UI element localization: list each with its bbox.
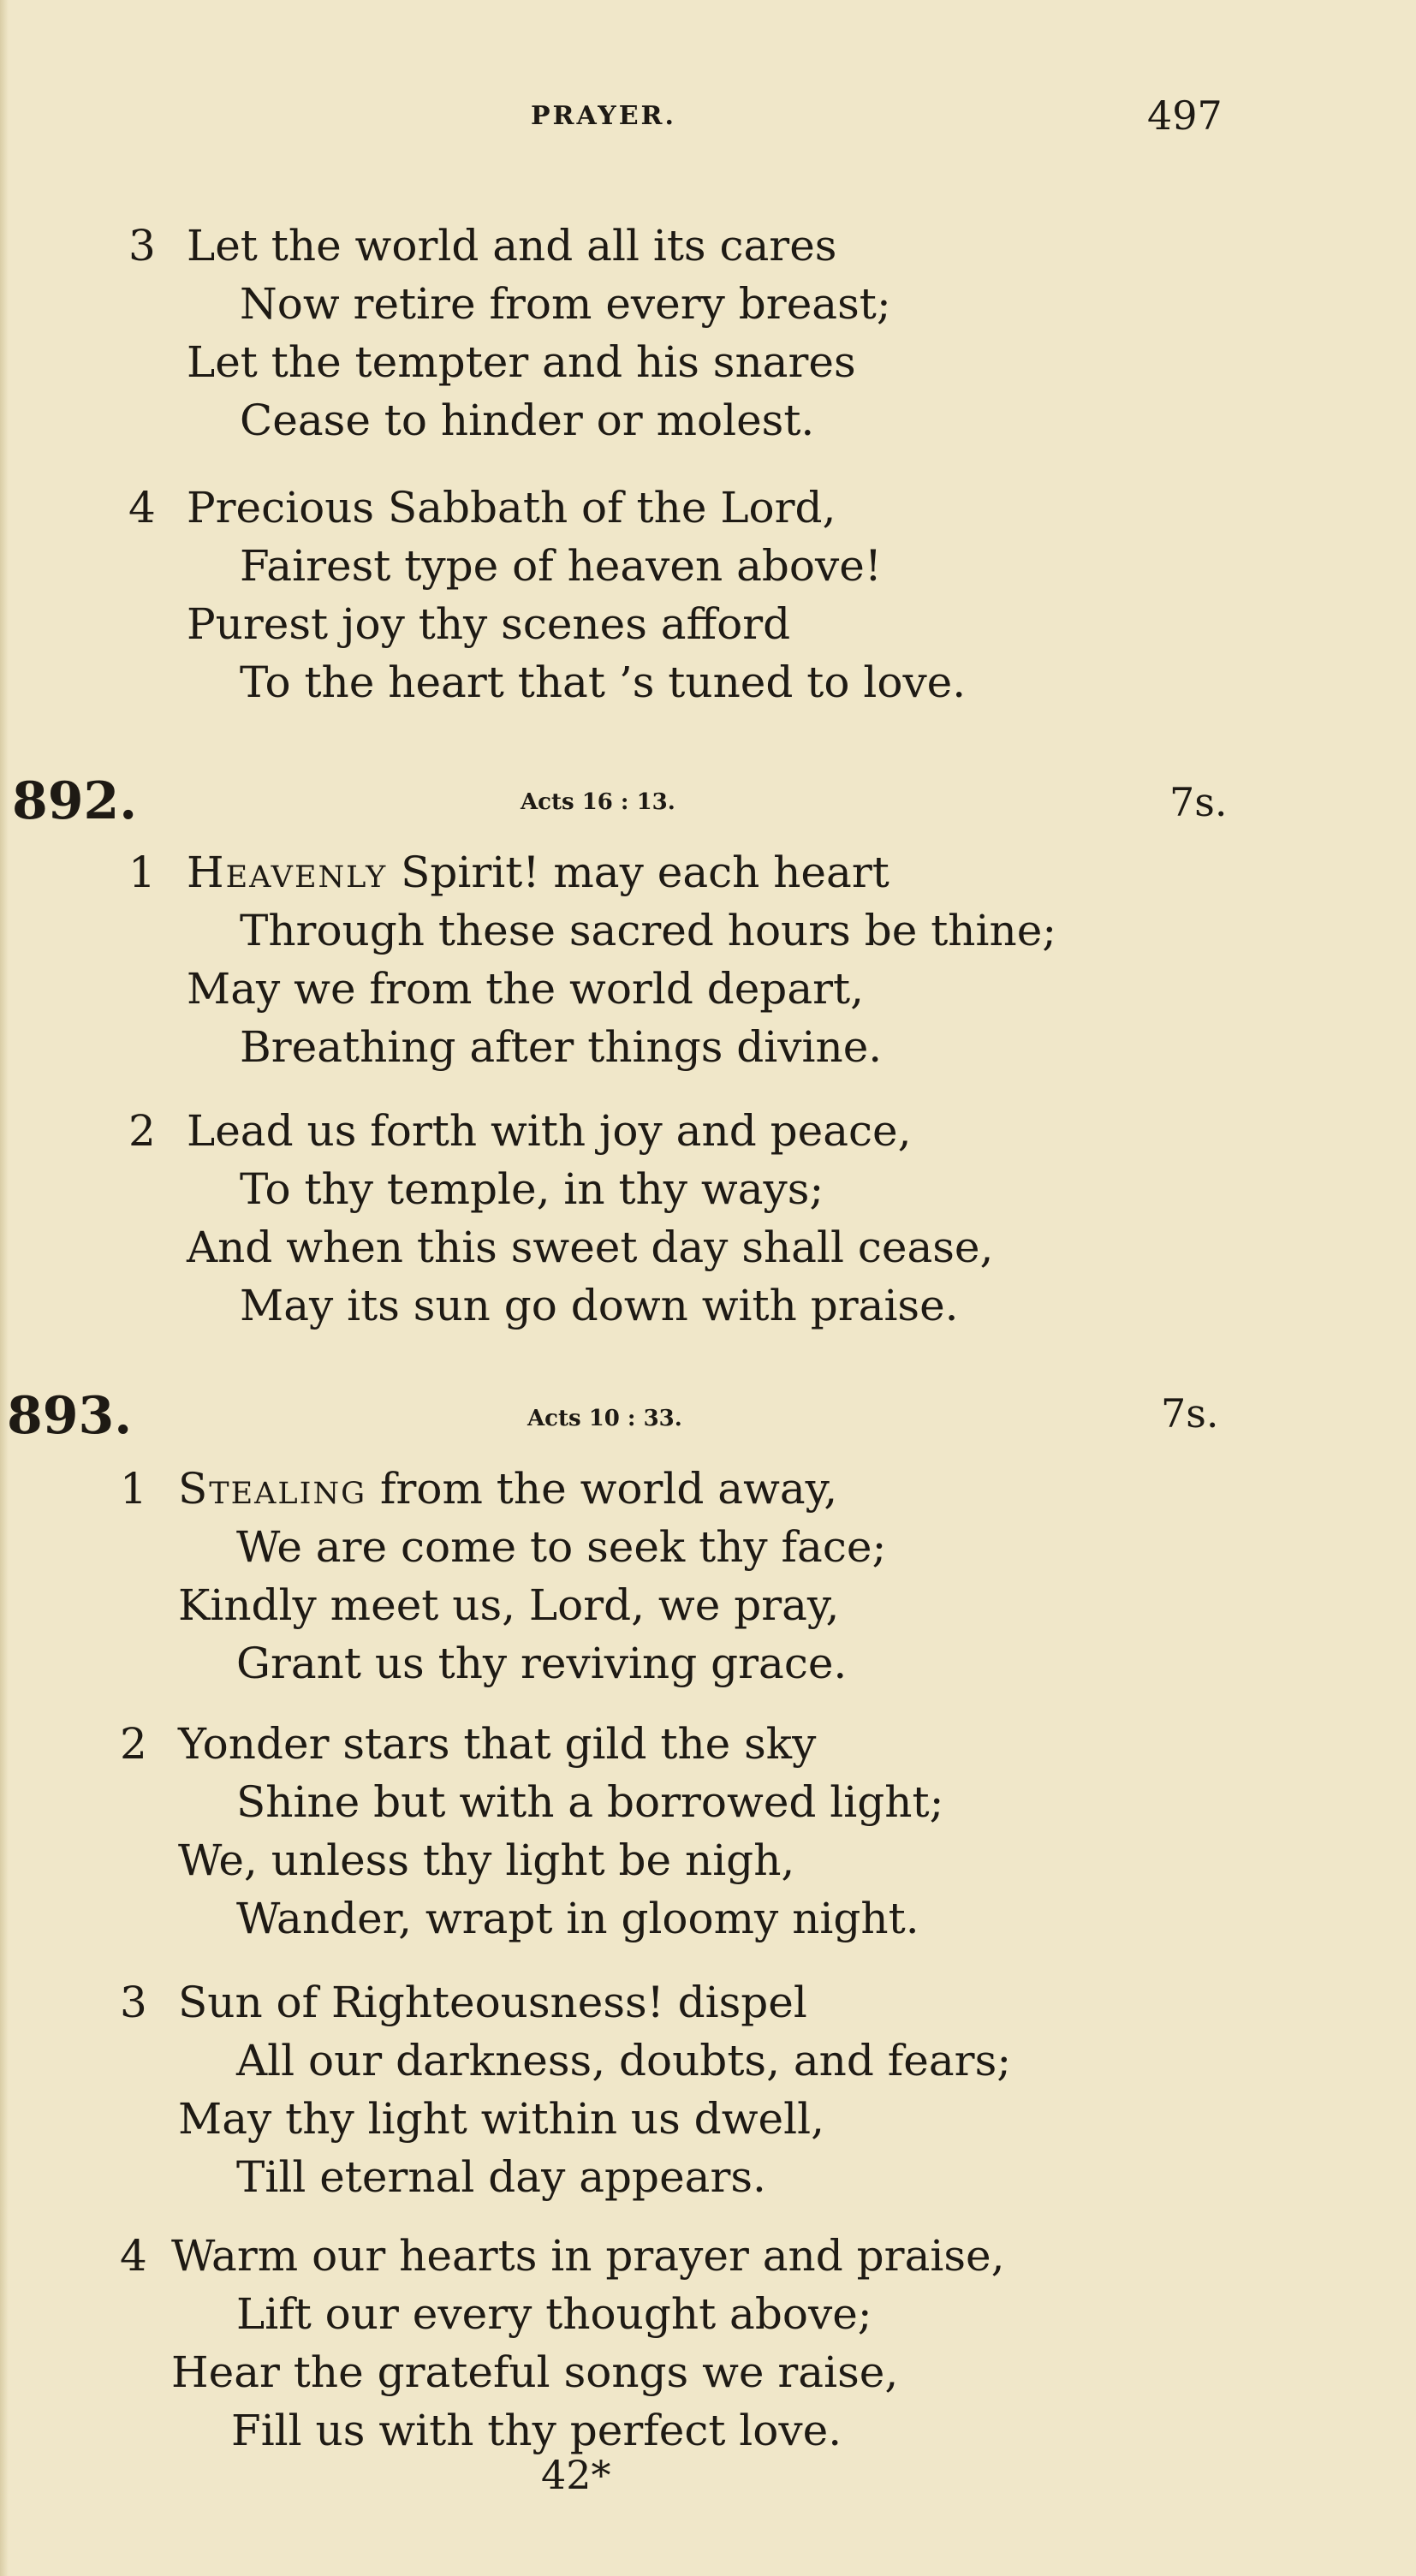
stanza-number: 4 — [128, 483, 156, 532]
verse-line: Breathing after things divine. — [240, 1022, 883, 1072]
verse-line: Let the world and all its cares — [187, 221, 837, 271]
stanza-number: 1 — [120, 1464, 147, 1514]
verse-line: Through these sacred hours be thine; — [240, 906, 1057, 955]
verse-line: And when this sweet day shall cease, — [187, 1223, 994, 1272]
verse-line: May its sun go down with praise. — [240, 1281, 959, 1330]
verse-line: Sun of Righteousness! dispel — [178, 1978, 807, 2027]
verse-line: Let the tempter and his snares — [187, 337, 856, 387]
verse-line: Warm our hearts in prayer and praise, — [171, 2231, 1005, 2281]
verse-line: Kindly meet us, Lord, we pray, — [178, 1580, 840, 1630]
first-word-small-caps: Stealing — [178, 1464, 367, 1514]
stanza-number: 2 — [128, 1106, 156, 1156]
verse-line: Till eternal day appears. — [236, 2152, 766, 2202]
verse-line: To thy temple, in thy ways; — [240, 1164, 824, 1214]
running-head: PRAYER. — [531, 101, 676, 131]
verse-line: Yonder stars that gild the sky — [178, 1719, 817, 1769]
verse-line — [178, 1464, 838, 1514]
verse-line: Hear the grateful songs we raise, — [171, 2347, 899, 2397]
verse-line: Fairest type of heaven above! — [240, 541, 882, 591]
verse-line: May thy light within us dwell, — [178, 2094, 824, 2144]
page-number: 497 — [1147, 92, 1223, 139]
meter: 7s. — [1169, 779, 1228, 825]
signature-mark: 42* — [541, 2452, 611, 2498]
verse-line — [187, 848, 889, 897]
verse-line: Grant us thy reviving grace. — [236, 1639, 848, 1688]
meter: 7s. — [1161, 1390, 1219, 1437]
hymn-number: 892. — [12, 771, 138, 831]
verse-line: To the heart that ’s tuned to love. — [240, 657, 967, 707]
first-line-rest: Spirit! may each heart — [387, 848, 889, 897]
stanza-number: 2 — [120, 1719, 147, 1769]
stanza-number: 1 — [128, 848, 156, 897]
verse-line: May we from the world depart, — [187, 964, 865, 1014]
first-word-small-caps: Heavenly — [187, 848, 388, 897]
stanza-number: 3 — [120, 1978, 147, 2027]
verse-line: We are come to seek thy face; — [236, 1522, 887, 1572]
verse-line: Now retire from every breast; — [240, 279, 891, 329]
stanza-number: 3 — [128, 221, 156, 271]
verse-line: Wander, wrapt in gloomy night. — [236, 1894, 919, 1943]
verse-line: Lift our every thought above; — [236, 2289, 872, 2339]
verse-line: Cease to hinder or molest. — [240, 396, 815, 445]
verse-line: We, unless thy light be nigh, — [178, 1835, 795, 1885]
stanza-number: 4 — [120, 2231, 147, 2281]
verse-line: Fill us with thy perfect love. — [231, 2406, 842, 2455]
verse-line: Shine but with a borrowed light; — [236, 1777, 944, 1827]
first-line-rest: from the world away, — [366, 1464, 838, 1514]
hymn-number: 893. — [7, 1386, 133, 1446]
verse-line: Precious Sabbath of the Lord, — [187, 483, 836, 532]
verse-line: Purest joy thy scenes afford — [187, 599, 791, 649]
verse-line: All our darkness, doubts, and fears; — [236, 2036, 1012, 2085]
page-edge — [0, 0, 9, 2576]
scripture-reference: Acts 16 : 13. — [521, 789, 675, 815]
verse-line: Lead us forth with joy and peace, — [187, 1106, 912, 1156]
scripture-reference: Acts 10 : 33. — [527, 1406, 682, 1431]
